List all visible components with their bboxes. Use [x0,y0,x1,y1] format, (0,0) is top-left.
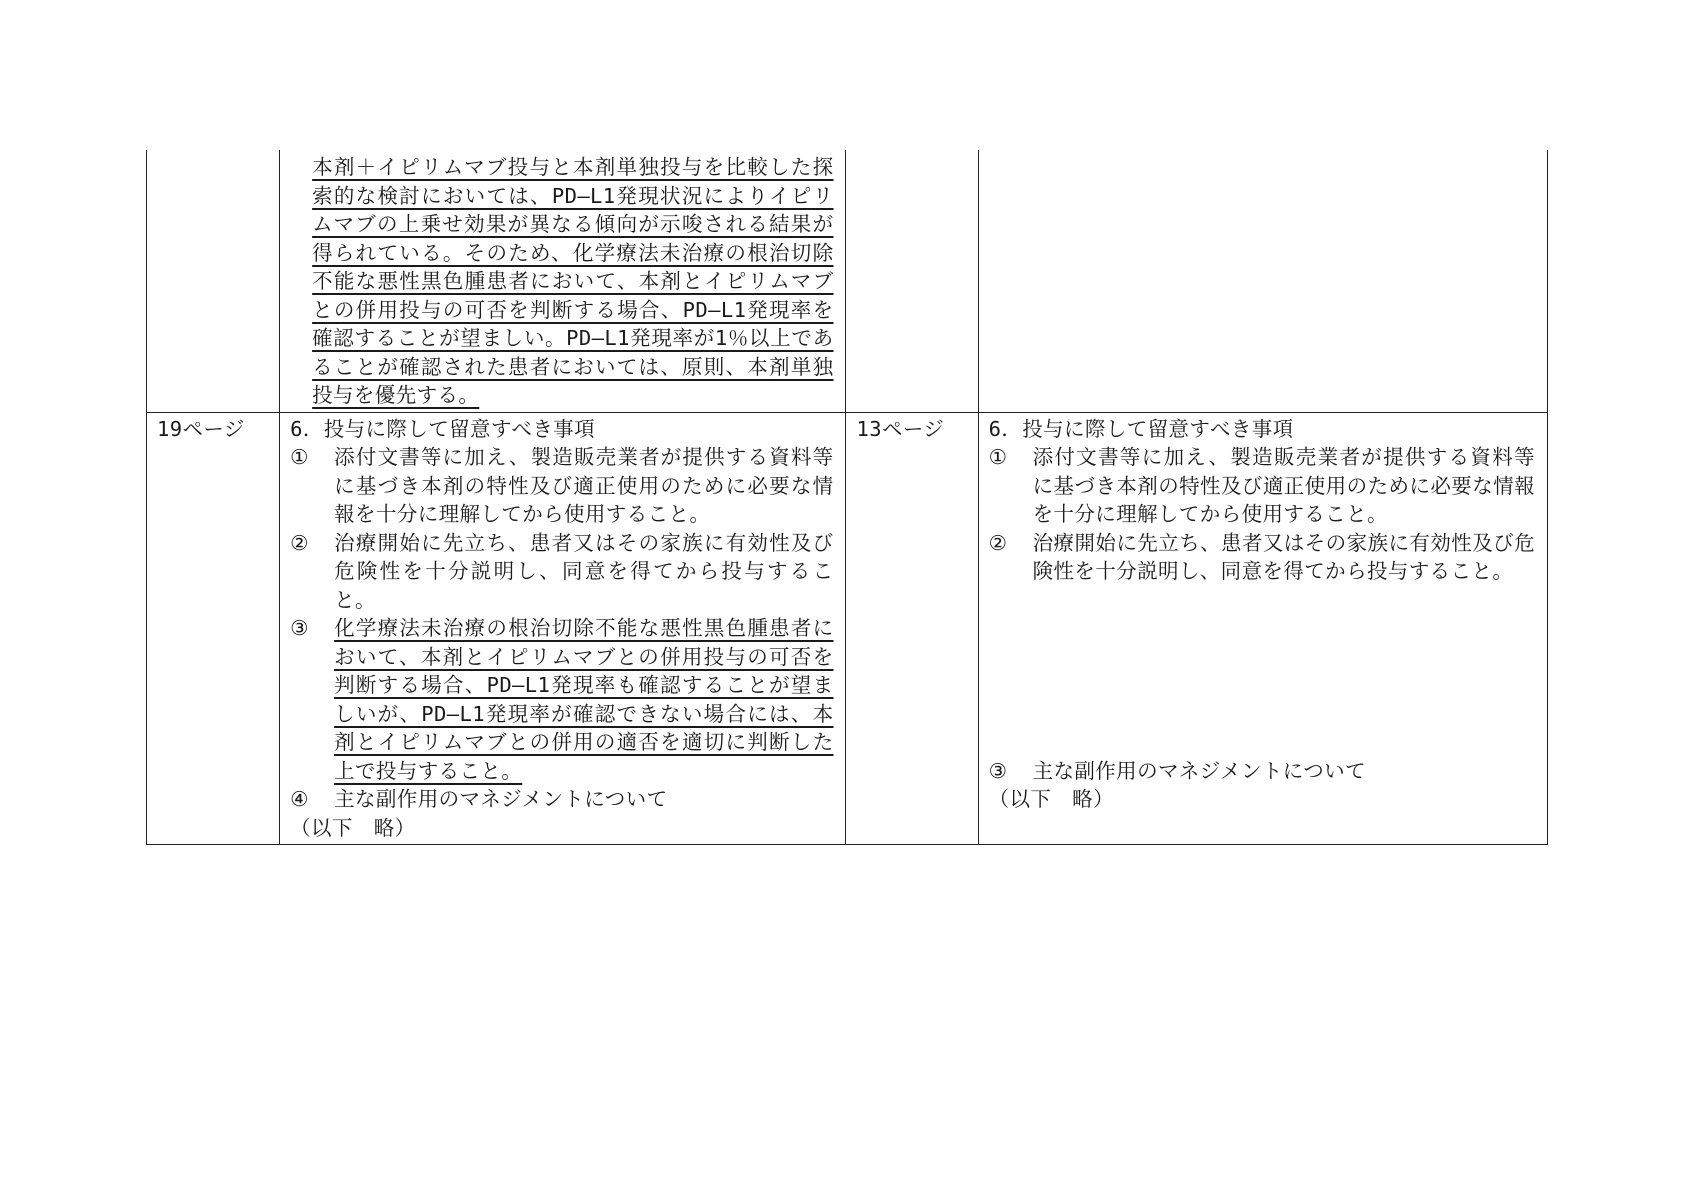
new-page-ref: 19ページ [157,416,245,441]
list-item: ② 治療開始に先立ち、患者又はその家族に有効性及び危険性を十分説明し、同意を得てから投与すること。 [290,530,834,612]
empty-page-cell [846,150,978,412]
list-item: ③ 主な副作用のマネジメントについて [988,758,1366,783]
old-text-cell [978,412,1547,845]
table-row [147,412,1548,845]
empty-page-cell [147,150,280,412]
old-page-ref-cell [846,412,978,845]
revision-comparison-table [146,150,1548,845]
blank-space [979,586,1547,757]
omitted-note: （以下 略） [988,787,1114,811]
list-item: ① 添付文書等に加え、製造販売業者が提供する資料等に基づき本剤の特性及び適正使用のために必要な情報を十分に理解してから使用すること。 [290,445,834,526]
list-item: ④ 主な副作用のマネジメントについて [290,787,668,811]
new-text-continuation-cell [280,150,846,412]
list-item: ② 治療開始に先立ち、患者又はその家族に有効性及び危険性を十分説明し、同意を得てから投与すること。 [988,530,1535,583]
empty-old-text-cell [978,150,1547,412]
added-text-continuation: 本剤＋イピリムマブ投与と本剤単独投与を比較した探索的な検討においては、PD―L1発現状況によりイピリムマブの上乗せ効果が異なる傾向が示唆される結果が得られている。そのため、化学療法未治療の根治切除不能な悪性黒色腫患者において、本剤とイピリムマブとの併用投与の可否を判断する場合、PD―L1発現率を確認することが望ましい。PD―L1発現率が1％以上であることが確認された患者においては、原則、本剤単独投与を優先する。 [312,155,834,407]
new-page-ref-cell [147,412,280,845]
old-section-heading: 6．投与に際して留意すべき事項 [988,416,1294,441]
list-item: ① 添付文書等に加え、製造販売業者が提供する資料等に基づき本剤の特性及び適正使用のために必要な情報を十分に理解してから使用すること。 [988,445,1535,526]
new-text-cell [280,412,846,845]
old-page-ref: 13ページ [856,416,945,441]
list-item-added: ③ 化学療法未治療の根治切除不能な悪性黒色腫患者において、本剤とイピリムマブとの併用投与の可否を判断する場合、PD―L1発現率も確認することが望ましいが、PD―L1発現率が確認できない場合には、本剤とイピリムマブとの併用の適否を適切に判断した上で投与すること。 [290,616,834,783]
table-row [147,150,1548,412]
new-section-heading: 6．投与に際して留意すべき事項 [290,416,596,441]
omitted-note: （以下 略） [290,815,416,840]
